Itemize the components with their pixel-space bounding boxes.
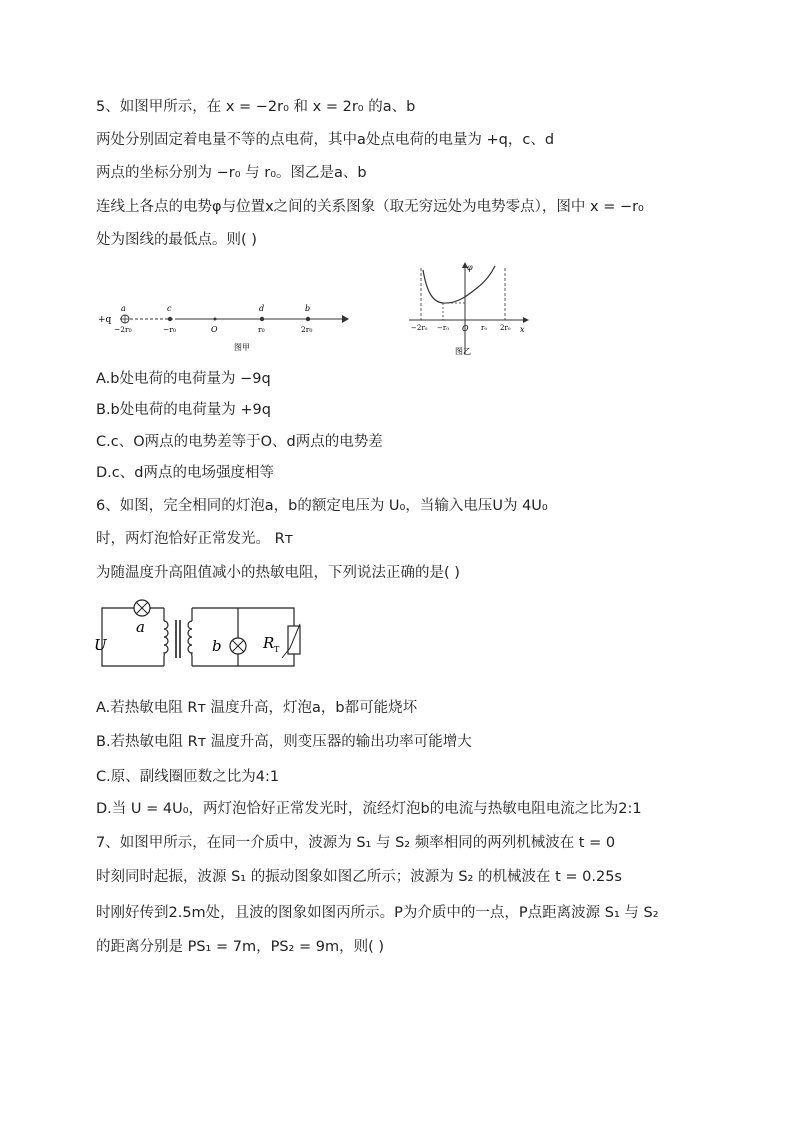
x-label: x: [520, 325, 525, 334]
point-c: [168, 317, 172, 321]
label-b: b: [212, 637, 222, 655]
primary-coil-icon: [164, 621, 168, 656]
label-d: d: [259, 304, 265, 313]
q5-option-c: C.c、O两点的电势差等于O、d两点的电势差: [96, 434, 383, 450]
q6-option-a: A.若热敏电阻 Rᴛ 温度升高，灯泡a，b都可能烧坏: [96, 700, 418, 716]
tick-neg-2r0: −2r₀: [114, 325, 132, 334]
point-d: [260, 317, 264, 321]
tick-neg-r0: −r₀: [437, 324, 450, 332]
figure-jia: [90, 295, 355, 357]
figure-yi: [405, 258, 535, 360]
q6-option-d: D.当 U = 4U₀，两灯泡恰好正常发光时，流经灯泡b的电流与热敏电阻电流之比为2:1: [96, 801, 642, 817]
q7-line-1: 7、如图甲所示，在同一介质中，波源为 S₁ 与 S₂ 频率相同的两列机械波在 t = 0: [96, 835, 616, 851]
tick-neg-2r0: −2r₀: [411, 324, 428, 332]
tick-r0: r₀: [258, 325, 265, 334]
label-b: b: [305, 304, 311, 313]
q7-line-2: 时刻同时起振，波源 S₁ 的振动图象如图乙所示；波源为 S₂ 的机械波在 t = 0.25s: [96, 869, 622, 885]
label-U: U: [94, 636, 107, 654]
x-axis-arrow-icon: [523, 317, 529, 323]
tick-2r0: 2r₀: [301, 325, 313, 334]
q6-option-c: C.原、副线圈匝数之比为4:1: [96, 769, 280, 785]
q5-line-5: 处为图线的最低点。则( ): [96, 232, 257, 248]
q5-line-1: 5、如图甲所示，在 x = −2r₀ 和 x = 2r₀ 的a、b: [96, 99, 416, 115]
q7-line-4: 的距离分别是 PS₁ = 7m，PS₂ = 9m，则( ): [96, 939, 384, 955]
label-R-sub: T: [274, 645, 280, 654]
q5-option-a: A.b处电荷的电荷量为 −9q: [96, 371, 271, 387]
q5-line-2: 两处分别固定着电量不等的点电荷，其中a处点电荷的电量为 +q，c、d: [96, 132, 555, 148]
point-b: [306, 317, 310, 321]
q6-line-2: 时，两灯泡恰好正常发光。 Rᴛ: [96, 531, 294, 547]
tick-r0: r₀: [481, 324, 488, 332]
q5-option-b: B.b处电荷的电荷量为 +9q: [96, 402, 271, 418]
caption-jia: 图甲: [234, 343, 250, 352]
label-a: a: [121, 304, 126, 313]
secondary-coil-icon: [188, 621, 192, 656]
tick-2r0: 2r₀: [500, 324, 511, 332]
q6-line-3: 为随温度升高阻值减小的热敏电阻，下列说法正确的是( ): [96, 565, 460, 581]
phi-label: φ: [467, 263, 473, 272]
tick-origin: O: [211, 325, 218, 334]
q6-line-1: 6、如图，完全相同的灯泡a，b的额定电压为 U₀，当输入电压U为 4U₀: [96, 498, 548, 514]
tick-origin: O: [462, 324, 469, 333]
charge-label: +q: [98, 315, 112, 325]
point-o: [214, 318, 217, 321]
caption-yi: 图乙: [455, 347, 471, 356]
label-R: R: [263, 634, 275, 652]
q5-line-4: 连线上各点的电势φ与位置x之间的关系图象（取无穷远处为电势零点），图中 x = −r₀: [96, 199, 644, 215]
q5-option-d: D.c、d两点的电场强度相等: [96, 465, 274, 481]
q7-line-3: 时刚好传到2.5m处，且波的图象如图丙所示。P为介质中的一点，P点距离波源 S₁ 与 S₂: [96, 905, 659, 921]
label-a: a: [136, 618, 145, 636]
tick-neg-r0: −r₀: [163, 325, 176, 334]
q6-option-b: B.若热敏电阻 Rᴛ 温度升高，则变压器的输出功率可能增大: [96, 734, 472, 750]
circuit-figure: [94, 596, 304, 678]
primary-wire: [102, 608, 164, 666]
label-c: c: [167, 304, 172, 313]
potential-curve: [423, 266, 495, 303]
secondary-wire: [192, 608, 294, 666]
thermistor-icon: [288, 626, 300, 654]
q5-line-3: 两点的坐标分别为 −r₀ 与 r₀。图乙是a、b: [96, 165, 367, 181]
axis-arrow-icon: [342, 315, 349, 323]
